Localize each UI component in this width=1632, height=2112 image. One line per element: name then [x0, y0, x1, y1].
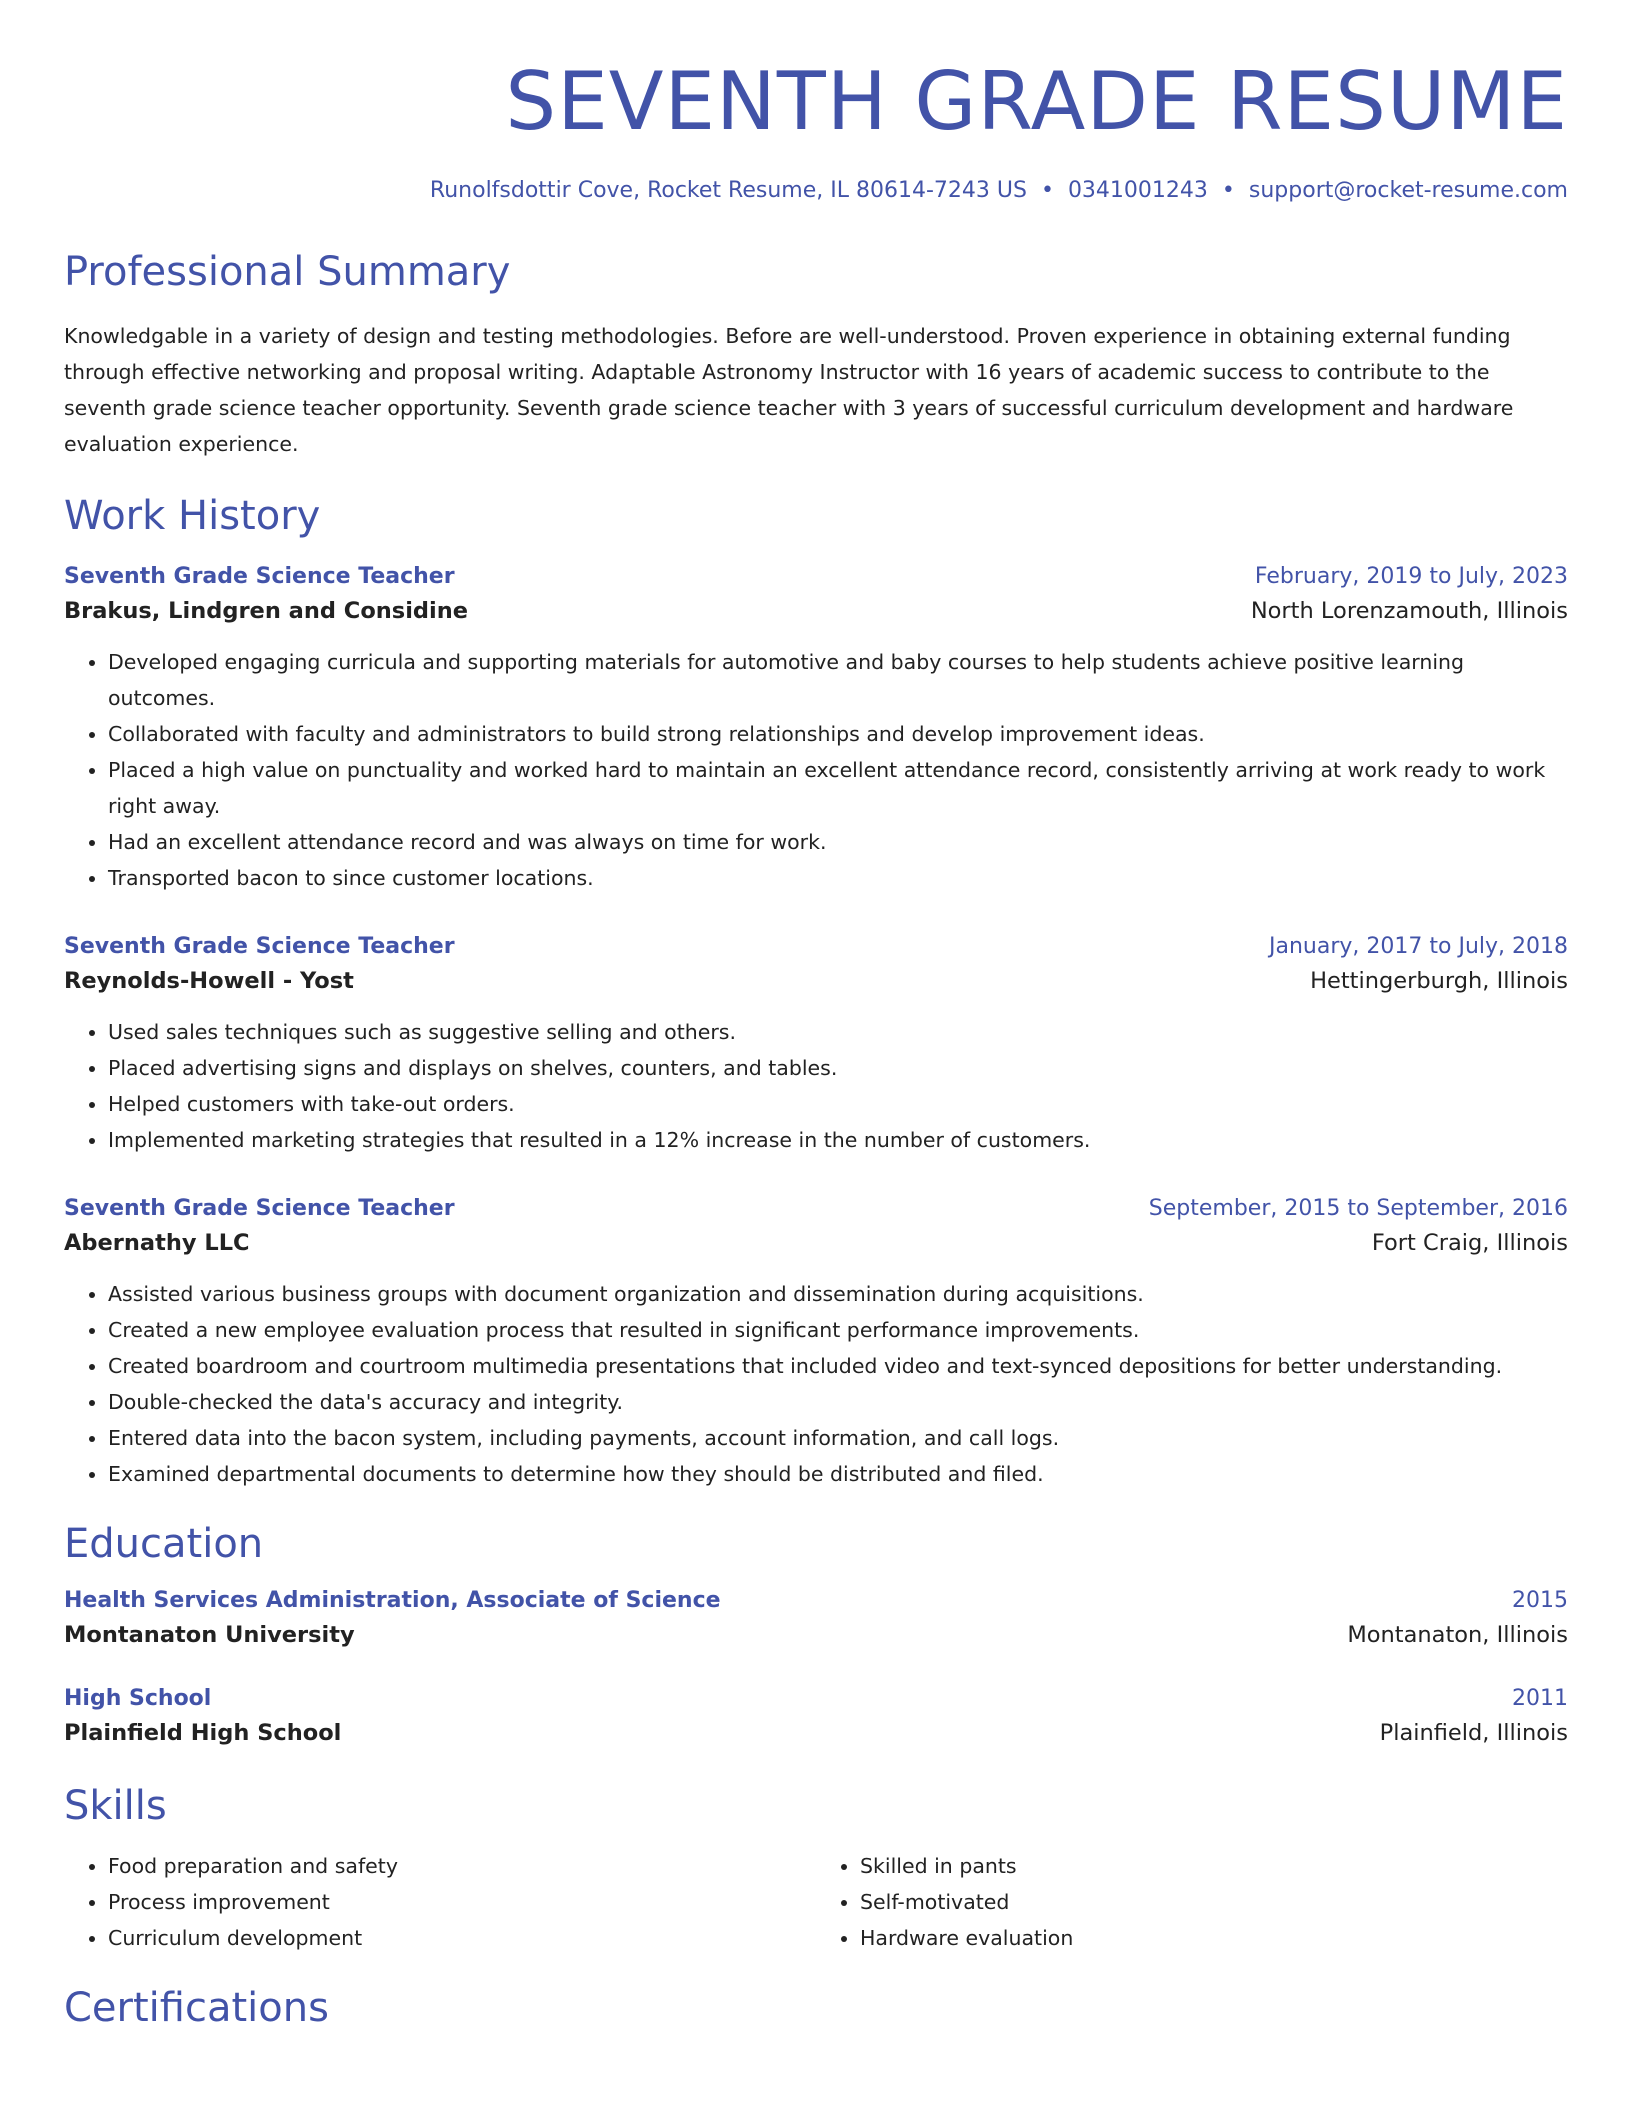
education-heading: Education [64, 1521, 264, 1567]
skill-item: • Skilled in pants [860, 1848, 1568, 1884]
job-bullet: • Transported bacon to since customer locations. [108, 860, 1568, 896]
job-company: Abernathy LLC [64, 1230, 250, 1256]
job-location: North Lorenzamouth, Illinois [1250, 598, 1568, 624]
job-location: Fort Craig, Illinois [1371, 1230, 1568, 1256]
job-bullet: • Collaborated with faculty and administrators to build strong relationships and develop improvement ideas. [108, 716, 1568, 752]
work-history-heading: Work History [64, 493, 321, 539]
skills-column-right [816, 1848, 1568, 1956]
resume-name: SEVENTH GRADE RESUME [505, 55, 1568, 148]
contact-line [64, 176, 1568, 206]
job-bullet: • Placed advertising signs and displays on shelves, counters, and tables. [108, 1050, 1568, 1086]
job-bullet: • Created a new employee evaluation process that resulted in significant performance improvements. [108, 1312, 1568, 1348]
skills-column-left [64, 1848, 816, 1956]
job-bullet: • Examined departmental documents to determine how they should be distributed and filed. [108, 1456, 1568, 1492]
education-school: Plainfield High School [64, 1720, 342, 1746]
contact-email: support@rocket-resume.com [1248, 178, 1568, 203]
education-location: Plainfield, Illinois [1379, 1720, 1568, 1746]
job-location: Hettingerburgh, Illinois [1310, 968, 1568, 994]
job-bullets [64, 1276, 1568, 1492]
job-company: Reynolds-Howell - Yost [64, 968, 354, 994]
job-bullet: • Used sales techniques such as suggestive selling and others. [108, 1014, 1568, 1050]
education-entry [64, 1684, 1568, 1752]
job-dates: September, 2015 to September, 2016 [1148, 1196, 1568, 1221]
job-bullet: • Implemented marketing strategies that resulted in a 12% increase in the number of customers. [108, 1122, 1568, 1158]
skill-item: • Curriculum development [108, 1920, 816, 1956]
job-bullet: • Had an excellent attendance record and was always on time for work. [108, 824, 1568, 860]
education-year: 2011 [1512, 1686, 1568, 1711]
education-year: 2015 [1512, 1588, 1568, 1613]
job-bullet: • Assisted various business groups with document organization and dissemination during acquisitions. [108, 1276, 1568, 1312]
job-title: Seventh Grade Science Teacher [64, 564, 455, 589]
education-degree: High School [64, 1686, 212, 1711]
education-school: Montanaton University [64, 1622, 355, 1648]
certifications-heading: Certifications [64, 1985, 329, 2031]
skill-item: • Self-motivated [860, 1884, 1568, 1920]
skills-list [64, 1848, 1568, 1956]
job-title: Seventh Grade Science Teacher [64, 934, 455, 959]
education-degree: Health Services Administration, Associate of Science [64, 1588, 721, 1613]
contact-separator: • [1221, 178, 1235, 203]
contact-address: Runolfsdottir Cove, Rocket Resume, IL 80614-7243 US [429, 178, 1027, 203]
job-title: Seventh Grade Science Teacher [64, 1196, 455, 1221]
skill-item: • Hardware evaluation [860, 1920, 1568, 1956]
job-entry [64, 932, 1568, 1158]
job-dates: February, 2019 to July, 2023 [1254, 564, 1568, 589]
contact-separator: • [1040, 178, 1054, 203]
skills-heading: Skills [64, 1783, 167, 1829]
job-bullet: • Created boardroom and courtroom multimedia presentations that included video and text-synced depositions for better understanding. [108, 1348, 1568, 1384]
job-bullet: • Placed a high value on punctuality and worked hard to maintain an excellent attendance record, consistently arriving at work ready to work right away. [108, 752, 1568, 824]
job-company: Brakus, Lindgren and Considine [64, 598, 469, 624]
job-entry [64, 562, 1568, 896]
contact-phone: 0341001243 [1067, 178, 1208, 203]
job-bullet: • Helped customers with take-out orders. [108, 1086, 1568, 1122]
job-entry [64, 1194, 1568, 1492]
education-entry [64, 1586, 1568, 1654]
resume-header [64, 0, 1568, 206]
job-bullet: • Developed engaging curricula and supporting materials for automotive and baby courses to help students achieve positive learning outcomes. [108, 644, 1568, 716]
summary-text: Knowledgable in a variety of design and testing methodologies. Before are well-understood. Proven experience in obtaining external funding through effective networking and proposal writing. Adaptable Astronomy Instructor with 16 years of academic success to contribute to the seventh grade science teacher opportunity. Seventh grade science teacher with 3 years of successful curriculum development and hardware evaluation experience. [64, 324, 1514, 456]
education-location: Montanaton, Illinois [1347, 1622, 1568, 1648]
skill-item: • Process improvement [108, 1884, 816, 1920]
summary-heading: Professional Summary [64, 249, 511, 295]
job-dates: January, 2017 to July, 2018 [1269, 934, 1568, 959]
job-bullet: • Double-checked the data's accuracy and integrity. [108, 1384, 1568, 1420]
job-bullets [64, 1014, 1568, 1158]
job-bullets [64, 644, 1568, 896]
job-bullet: • Entered data into the bacon system, including payments, account information, and call logs. [108, 1420, 1568, 1456]
skill-item: • Food preparation and safety [108, 1848, 816, 1884]
